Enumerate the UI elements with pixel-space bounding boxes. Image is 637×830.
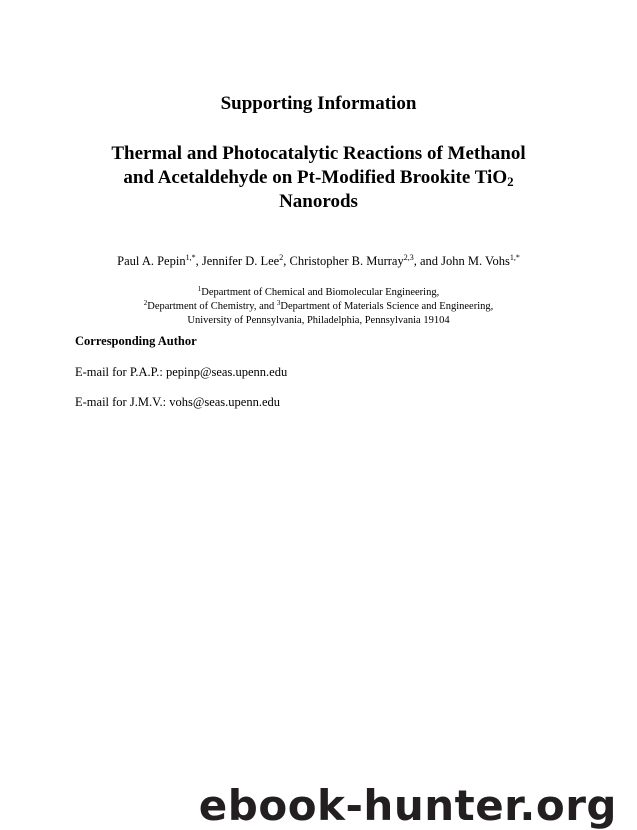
- email-line-jmv: [75, 394, 280, 410]
- author-name: Jennifer D. Lee: [201, 254, 280, 268]
- email-address-link[interactable]: vohs@seas.upenn.edu: [169, 395, 281, 409]
- affiliation-line-2: [0, 300, 637, 314]
- affiliation-mark: 1: [197, 285, 202, 293]
- corresponding-author-heading: Corresponding Author: [75, 334, 197, 348]
- affiliation-line-1: [0, 286, 637, 300]
- title-line-2-text: and Acetaldehyde on Pt-Modified Brookite TiO: [123, 167, 508, 188]
- author-separator: ,: [283, 254, 290, 268]
- author-affiliation-mark: 2,3: [403, 253, 414, 262]
- affiliations: [0, 286, 637, 328]
- email-label: E-mail for P.A.P.:: [75, 365, 166, 379]
- title-line-1: Thermal and Photocatalytic Reactions of Methanol: [111, 143, 526, 164]
- affiliation-line-3: University of Pennsylvania, Philadelphia, Pennsylvania 19104: [187, 315, 450, 326]
- email-line-pap: [75, 364, 287, 380]
- title-subscript: 2: [507, 174, 514, 189]
- affiliation-text: Department of Chemistry, and: [147, 301, 277, 312]
- author-name: Christopher B. Murray: [289, 254, 404, 268]
- title-line-2: [0, 166, 637, 190]
- affiliation-text: Department of Materials Science and Engineering,: [280, 301, 494, 312]
- author-list: [0, 253, 637, 269]
- author-affiliation-mark: 1,*: [185, 253, 196, 262]
- email-label: E-mail for J.M.V.:: [75, 395, 170, 409]
- author-separator: ,: [195, 254, 202, 268]
- author-separator: , and: [413, 254, 442, 268]
- author-affiliation-mark: 2: [279, 253, 284, 262]
- author-name: John M. Vohs: [441, 254, 510, 268]
- author-name: Paul A. Pepin: [117, 254, 186, 268]
- affiliation-mark: 2: [143, 299, 148, 307]
- email-address-link[interactable]: pepinp@seas.upenn.edu: [165, 365, 288, 379]
- paper-title: [0, 142, 637, 214]
- author-affiliation-mark: 1,*: [509, 253, 520, 262]
- title-line-3: Nanorods: [279, 191, 358, 212]
- affiliation-mark: 3: [276, 299, 281, 307]
- watermark-text: ebook-hunter.org: [198, 781, 617, 830]
- affiliation-text: Department of Chemical and Biomolecular Engineering,: [201, 287, 440, 298]
- supporting-information-heading: Supporting Information: [220, 93, 417, 114]
